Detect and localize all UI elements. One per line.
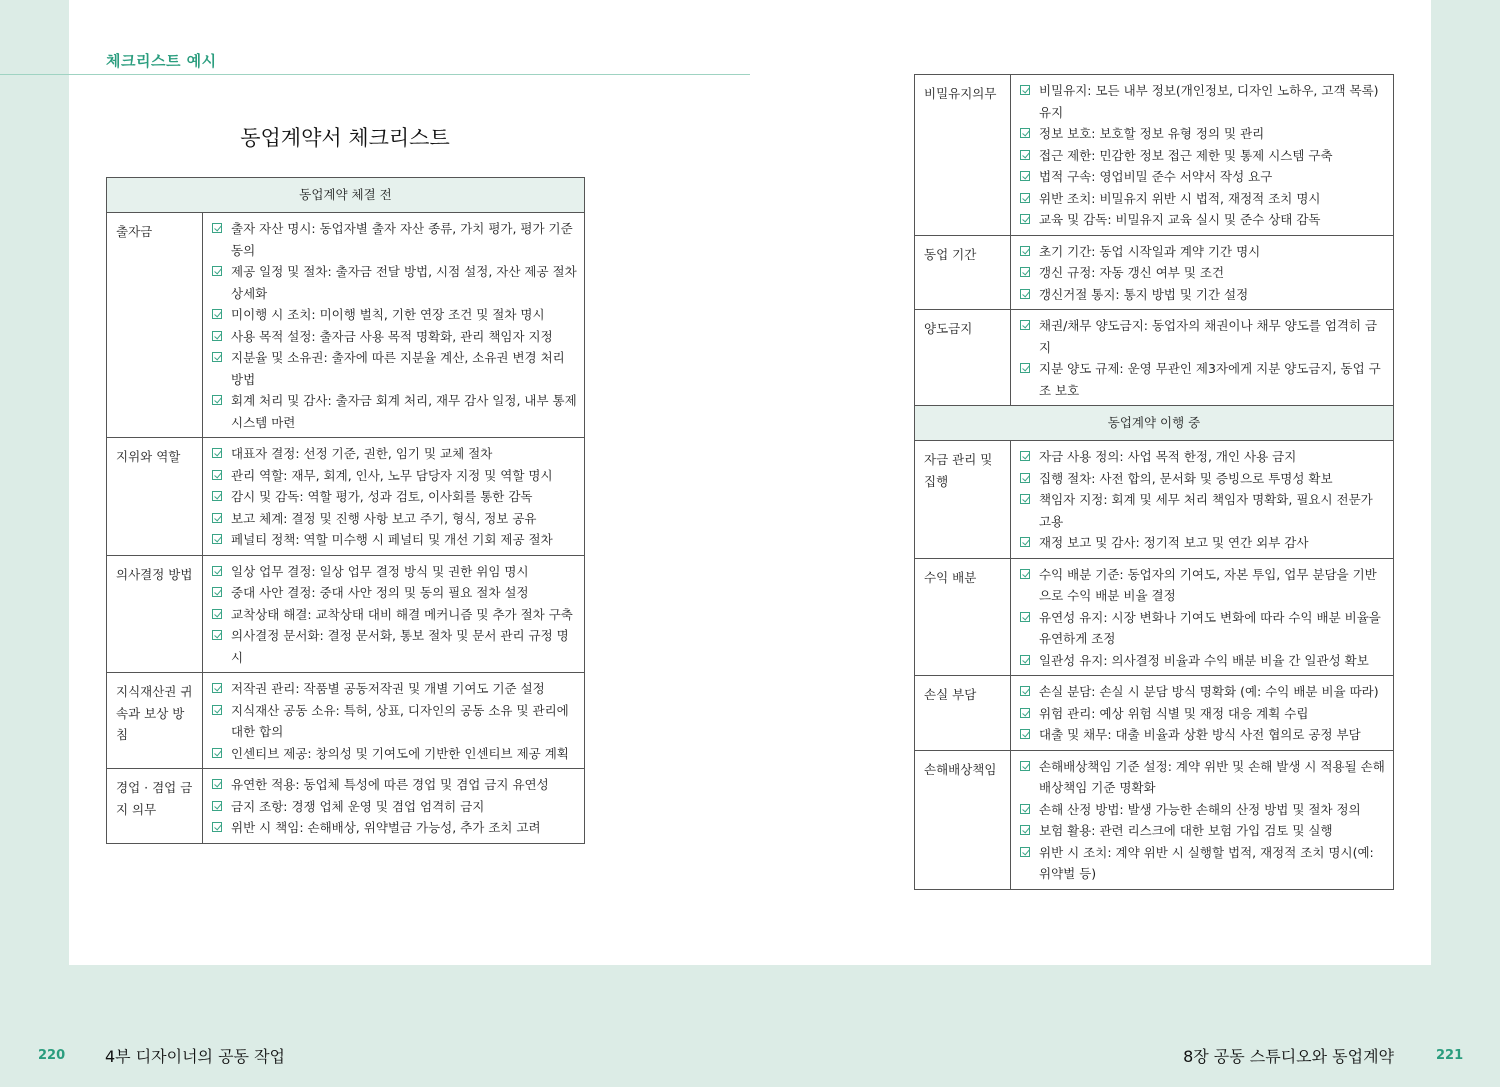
table-row xyxy=(107,213,585,438)
checklist-item xyxy=(211,443,577,465)
checkbox-checked-icon xyxy=(1020,150,1030,160)
category-cell: 지위와 역할 xyxy=(107,438,203,556)
checklist-item-text: 지식재산 공동 소유: 특허, 상표, 디자인의 공동 소유 및 관리에 대한 합의 xyxy=(231,702,569,739)
checkbox-checked-icon xyxy=(1020,804,1030,814)
checklist-item xyxy=(1019,358,1386,401)
items-cell xyxy=(203,438,585,556)
checklist-item xyxy=(1019,166,1386,188)
checklist-item-text: 갱신 규정: 자동 갱신 여부 및 조건 xyxy=(1039,265,1225,280)
checklist-item xyxy=(1019,262,1386,284)
checklist-item-text: 중대 사안 결정: 중대 사안 정의 및 동의 필요 절차 설정 xyxy=(231,585,529,600)
checklist-item xyxy=(1019,145,1386,167)
checkbox-checked-icon xyxy=(212,801,222,811)
checklist-item xyxy=(211,743,577,765)
items-cell xyxy=(203,555,585,673)
checklist-item-text: 손해배상책임 기준 설정: 계약 위반 및 손해 발생 시 적용될 손해배상책임 기준 명확화 xyxy=(1039,758,1385,795)
checkbox-checked-icon xyxy=(212,513,222,523)
checklist-item-text: 채권/채무 양도금지: 동업자의 채권이나 채무 양도를 엄격히 금지 xyxy=(1039,318,1378,355)
checklist-item xyxy=(1019,489,1386,532)
checklist-item xyxy=(1019,756,1386,799)
checklist-item xyxy=(1019,607,1386,650)
checkbox-checked-icon xyxy=(1020,193,1030,203)
checkbox-checked-icon xyxy=(212,683,222,693)
checklist-item xyxy=(211,304,577,326)
checkbox-checked-icon xyxy=(1020,612,1030,622)
checkbox-checked-icon xyxy=(1020,128,1030,138)
section-divider xyxy=(0,74,750,75)
checklist-item-text: 손해 산정 방법: 발생 가능한 손해의 산정 방법 및 절차 정의 xyxy=(1039,801,1361,817)
checkbox-checked-icon xyxy=(1020,473,1030,483)
checklist-item-text: 보험 활용: 관련 리스크에 대한 보험 가입 검토 및 실행 xyxy=(1039,823,1333,838)
document-title: 동업계약서 체크리스트 xyxy=(240,126,450,150)
checklist-item xyxy=(1019,532,1386,554)
checklist-item xyxy=(1019,123,1386,145)
category-cell: 동업 기간 xyxy=(915,235,1011,310)
checklist-item xyxy=(211,774,577,796)
table-row xyxy=(915,750,1394,889)
checkbox-checked-icon xyxy=(1020,85,1030,95)
checklist-item xyxy=(1019,468,1386,490)
items-cell xyxy=(1011,235,1394,310)
category-cell: 양도금지 xyxy=(915,310,1011,406)
checkbox-checked-icon xyxy=(1020,246,1030,256)
category-cell: 경업 · 겸업 금지 의무 xyxy=(107,769,203,844)
checkbox-checked-icon xyxy=(212,331,222,341)
table-row xyxy=(107,555,585,673)
checklist-item xyxy=(1019,650,1386,672)
checklist-item-text: 유연성 유지: 시장 변화나 기여도 변화에 따라 수익 배분 비율을 유연하게 조정 xyxy=(1039,609,1381,646)
checkbox-checked-icon xyxy=(1020,761,1030,771)
checkbox-checked-icon xyxy=(212,223,222,233)
checklist-item xyxy=(211,796,577,818)
checklist-item-text: 책임자 지정: 회계 및 세무 처리 책임자 명확화, 필요시 전문가 고용 xyxy=(1039,492,1373,529)
checkbox-checked-icon xyxy=(1020,686,1030,696)
items-cell xyxy=(1011,676,1394,751)
checklist-item-text: 재정 보고 및 감사: 정기적 보고 및 연간 외부 감사 xyxy=(1039,535,1309,550)
checklist-item-text: 지분 양도 규제: 운영 무관인 제3자에게 지분 양도금지, 동업 구조 보호 xyxy=(1039,361,1381,398)
checklist-item xyxy=(1019,842,1386,885)
checklist-item-text: 위험 관리: 예상 위험 식별 및 재정 대응 계획 수립 xyxy=(1039,705,1309,721)
checklist-item-text: 위반 시 조치: 계약 위반 시 실행할 법적, 재정적 조치 명시(예: 위약벌 등) xyxy=(1039,844,1374,881)
checkbox-checked-icon xyxy=(212,534,222,544)
table-row xyxy=(915,235,1394,310)
checkbox-checked-icon xyxy=(212,395,222,405)
checkbox-checked-icon xyxy=(1020,363,1030,373)
checkbox-checked-icon xyxy=(212,470,222,480)
checkbox-checked-icon xyxy=(212,630,222,640)
checklist-item-text: 교육 및 감독: 비밀유지 교육 실시 및 준수 상태 감독 xyxy=(1039,212,1321,227)
items-cell xyxy=(203,769,585,844)
category-cell: 손해배상책임 xyxy=(915,750,1011,889)
category-cell: 지식재산권 귀속과 보상 방침 xyxy=(107,673,203,769)
category-cell: 자금 관리 및 집행 xyxy=(915,441,1011,559)
checklist-item-text: 인센티브 제공: 창의성 및 기여도에 기반한 인센티브 제공 계획 xyxy=(231,745,569,761)
category-cell: 손실 부담 xyxy=(915,676,1011,751)
checkbox-checked-icon xyxy=(212,309,222,319)
checklist-item-text: 손실 분담: 손실 시 분담 방식 명확화 (예: 수익 배분 비율 따라) xyxy=(1039,684,1379,699)
items-cell xyxy=(1011,558,1394,676)
items-cell xyxy=(203,213,585,438)
checklist-item xyxy=(211,486,577,508)
table-row xyxy=(915,75,1394,236)
checkbox-checked-icon xyxy=(1020,320,1030,330)
checklist-item xyxy=(1019,284,1386,306)
checkbox-checked-icon xyxy=(212,491,222,501)
checklist-item-text: 미이행 시 조치: 미이행 벌칙, 기한 연장 조건 및 절차 명시 xyxy=(231,307,545,322)
checklist-item-text: 보고 체계: 결정 및 진행 사항 보고 주기, 형식, 정보 공유 xyxy=(231,510,537,526)
checklist-item xyxy=(1019,315,1386,358)
checklist-item xyxy=(211,678,577,700)
checklist-item xyxy=(1019,703,1386,725)
checklist-item-text: 의사결정 문서화: 결정 문서화, 통보 절차 및 문서 관리 규정 명시 xyxy=(231,628,569,665)
right-running-footer: 8장 공동 스튜디오와 동업계약 xyxy=(1183,1047,1394,1066)
items-cell xyxy=(1011,441,1394,559)
checkbox-checked-icon xyxy=(1020,171,1030,181)
checkbox-checked-icon xyxy=(212,266,222,276)
table-row xyxy=(107,769,585,844)
checklist-item-text: 제공 일정 및 절차: 출자금 전달 방법, 시점 설정, 자산 제공 절차 상세화 xyxy=(231,264,577,301)
right-page-number: 221 xyxy=(1436,1048,1464,1063)
checkbox-checked-icon xyxy=(212,705,222,715)
checklist-item xyxy=(1019,209,1386,231)
checklist-item-text: 위반 시 책임: 손해배상, 위약벌금 가능성, 추가 조치 고려 xyxy=(231,820,541,835)
checklist-item xyxy=(211,700,577,743)
items-cell xyxy=(1011,75,1394,236)
checklist-item-text: 사용 목적 설정: 출자금 사용 목적 명확화, 관리 책임자 지정 xyxy=(231,328,553,344)
checkbox-checked-icon xyxy=(1020,847,1030,857)
checkbox-checked-icon xyxy=(1020,289,1030,299)
table-row xyxy=(107,438,585,556)
table-row xyxy=(915,676,1394,751)
checkbox-checked-icon xyxy=(1020,825,1030,835)
table-row xyxy=(915,441,1394,559)
checklist-item-text: 출자 자산 명시: 동업자별 출자 자산 종류, 가치 평가, 평가 기준 동의 xyxy=(231,221,573,258)
items-cell xyxy=(1011,310,1394,406)
checkbox-checked-icon xyxy=(212,566,222,576)
checklist-item xyxy=(211,561,577,583)
checklist-item-text: 접근 제한: 민감한 정보 접근 제한 및 통제 시스템 구축 xyxy=(1039,147,1333,163)
checklist-item-text: 금지 조항: 경쟁 업체 운영 및 겸업 엄격히 금지 xyxy=(231,798,485,814)
checkbox-checked-icon xyxy=(1020,569,1030,579)
checklist-item xyxy=(1019,820,1386,842)
left-checklist-table xyxy=(106,177,585,844)
checklist-item xyxy=(211,582,577,604)
checklist-item xyxy=(211,465,577,487)
checklist-item xyxy=(1019,564,1386,607)
checklist-item-text: 회계 처리 및 감사: 출자금 회계 처리, 재무 감사 일정, 내부 통제 시스템 마련 xyxy=(231,393,577,430)
checklist-item-text: 저작권 관리: 작품별 공동저작권 및 개별 기여도 기준 설정 xyxy=(231,681,545,696)
table-row xyxy=(107,673,585,769)
table-row xyxy=(915,310,1394,406)
table-header-during-contract: 동업계약 이행 중 xyxy=(915,406,1394,441)
checklist-item xyxy=(1019,241,1386,263)
checklist-item-text: 유연한 적용: 동업체 특성에 따른 경업 및 겸업 금지 유연성 xyxy=(231,777,549,792)
category-cell: 비밀유지의무 xyxy=(915,75,1011,236)
checklist-item-text: 초기 기간: 동업 시작일과 계약 기간 명시 xyxy=(1039,243,1261,259)
checklist-item xyxy=(211,326,577,348)
left-page-number: 220 xyxy=(38,1048,66,1063)
checklist-item-text: 관리 역할: 재무, 회계, 인사, 노무 담당자 지정 및 역할 명시 xyxy=(231,467,553,483)
checklist-item-text: 일관성 유지: 의사결정 비율과 수익 배분 비율 간 일관성 확보 xyxy=(1039,652,1369,668)
checkbox-checked-icon xyxy=(212,587,222,597)
category-cell: 수익 배분 xyxy=(915,558,1011,676)
category-cell: 출자금 xyxy=(107,213,203,438)
checklist-item-text: 대출 및 채무: 대출 비율과 상환 방식 사전 협의로 공정 부담 xyxy=(1039,727,1361,742)
checkbox-checked-icon xyxy=(1020,451,1030,461)
checklist-item-text: 페널티 정책: 역할 미수행 시 페널티 및 개선 기회 제공 절차 xyxy=(231,532,553,547)
checklist-item-text: 갱신거절 통지: 통지 방법 및 기간 설정 xyxy=(1039,286,1249,302)
checklist-item-text: 집행 절차: 사전 합의, 문서화 및 증빙으로 투명성 확보 xyxy=(1039,470,1333,486)
checklist-item xyxy=(211,529,577,551)
checkbox-checked-icon xyxy=(212,779,222,789)
checklist-item-text: 지분율 및 소유권: 출자에 따른 지분율 계산, 소유권 변경 처리 방법 xyxy=(231,350,565,387)
checkbox-checked-icon xyxy=(1020,267,1030,277)
checklist-item-text: 감시 및 감독: 역할 평가, 성과 검토, 이사회를 통한 감독 xyxy=(231,489,533,504)
checklist-item xyxy=(211,218,577,261)
section-label: 체크리스트 예시 xyxy=(106,52,217,70)
checklist-item xyxy=(1019,188,1386,210)
checkbox-checked-icon xyxy=(212,448,222,458)
table-row xyxy=(915,558,1394,676)
checkbox-checked-icon xyxy=(212,822,222,832)
checkbox-checked-icon xyxy=(1020,729,1030,739)
checklist-item-text: 위반 조치: 비밀유지 위반 시 법적, 재정적 조치 명시 xyxy=(1039,190,1321,206)
checklist-item-text: 비밀유지: 모든 내부 정보(개인정보, 디자인 노하우, 고객 목록) 유지 xyxy=(1039,83,1379,120)
checklist-item-text: 교착상태 해결: 교착상태 대비 해결 메커니즘 및 추가 절차 구축 xyxy=(231,606,573,622)
checklist-item xyxy=(1019,724,1386,746)
checklist-item xyxy=(211,347,577,390)
checklist-item xyxy=(1019,799,1386,821)
checkbox-checked-icon xyxy=(1020,537,1030,547)
checkbox-checked-icon xyxy=(212,352,222,362)
checklist-item xyxy=(211,625,577,668)
checklist-item-text: 수익 배분 기준: 동업자의 기여도, 자본 투입, 업무 분담을 기반으로 수익 배분 비율 결정 xyxy=(1039,566,1377,603)
checklist-item xyxy=(211,508,577,530)
table-header-before-contract: 동업계약 체결 전 xyxy=(107,178,585,213)
checklist-item-text: 대표자 결정: 선정 기준, 권한, 임기 및 교체 절차 xyxy=(231,446,493,461)
checkbox-checked-icon xyxy=(1020,214,1030,224)
checklist-item-text: 자금 사용 정의: 사업 목적 한정, 개인 사용 금지 xyxy=(1039,449,1297,464)
checklist-item-text: 법적 구속: 영업비밀 준수 서약서 작성 요구 xyxy=(1039,169,1273,184)
checklist-item xyxy=(211,817,577,839)
checklist-item xyxy=(211,604,577,626)
checkbox-checked-icon xyxy=(1020,708,1030,718)
right-checklist-table xyxy=(914,74,1394,890)
checklist-item xyxy=(1019,681,1386,703)
checkbox-checked-icon xyxy=(212,748,222,758)
checkbox-checked-icon xyxy=(1020,655,1030,665)
checklist-item xyxy=(211,390,577,433)
checklist-item xyxy=(1019,80,1386,123)
left-running-footer: 4부 디자이너의 공동 작업 xyxy=(105,1047,285,1066)
checklist-item-text: 일상 업무 결정: 일상 업무 결정 방식 및 권한 위임 명시 xyxy=(231,563,529,579)
checklist-item xyxy=(1019,446,1386,468)
category-cell: 의사결정 방법 xyxy=(107,555,203,673)
checkbox-checked-icon xyxy=(1020,494,1030,504)
checklist-item-text: 정보 보호: 보호할 정보 유형 정의 및 관리 xyxy=(1039,126,1265,141)
checkbox-checked-icon xyxy=(212,609,222,619)
checklist-item xyxy=(211,261,577,304)
items-cell xyxy=(1011,750,1394,889)
items-cell xyxy=(203,673,585,769)
